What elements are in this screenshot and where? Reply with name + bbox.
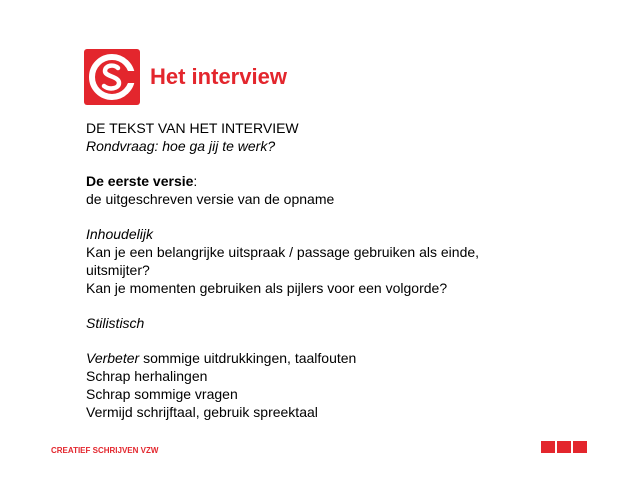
style-heading: Stilistisch <box>86 315 145 331</box>
list-item: Schrap herhalingen <box>86 368 208 384</box>
improve-word: Verbeter <box>86 350 140 366</box>
first-version-label: De eerste versie <box>86 173 194 189</box>
list-item: Vermijd schrijftaal, gebruik spreektaal <box>86 404 318 420</box>
content-line: uitsmijter? <box>86 262 150 278</box>
content-heading: Inhoudelijk <box>86 226 153 242</box>
list-item: Schrap sommige vragen <box>86 386 238 402</box>
content-line: Kan je momenten gebruiken als pijlers voor een volgorde? <box>86 280 448 296</box>
first-version-description: de uitgeschreven versie van de opname <box>86 191 335 207</box>
improve-rest: sommige uitdrukkingen, taalfouten <box>139 350 357 366</box>
question-line: Rondvraag: hoe ga jij te werk? <box>86 138 276 154</box>
page-title: Het interview <box>150 64 287 89</box>
red-block <box>573 441 587 453</box>
footer-org: CREATIEF SCHRIJVEN VZW <box>51 446 159 455</box>
first-version-colon: : <box>193 173 198 189</box>
improve-line <box>86 349 479 367</box>
content-line: Kan je een belangrijke uitspraak / passage gebruiken als einde, <box>86 244 480 260</box>
cs-logo-icon <box>84 49 140 105</box>
slide-content <box>86 119 479 421</box>
section-heading: DE TEKST VAN HET INTERVIEW <box>86 120 299 136</box>
red-block <box>541 441 555 453</box>
red-block <box>557 441 571 453</box>
first-version-line <box>86 172 479 190</box>
